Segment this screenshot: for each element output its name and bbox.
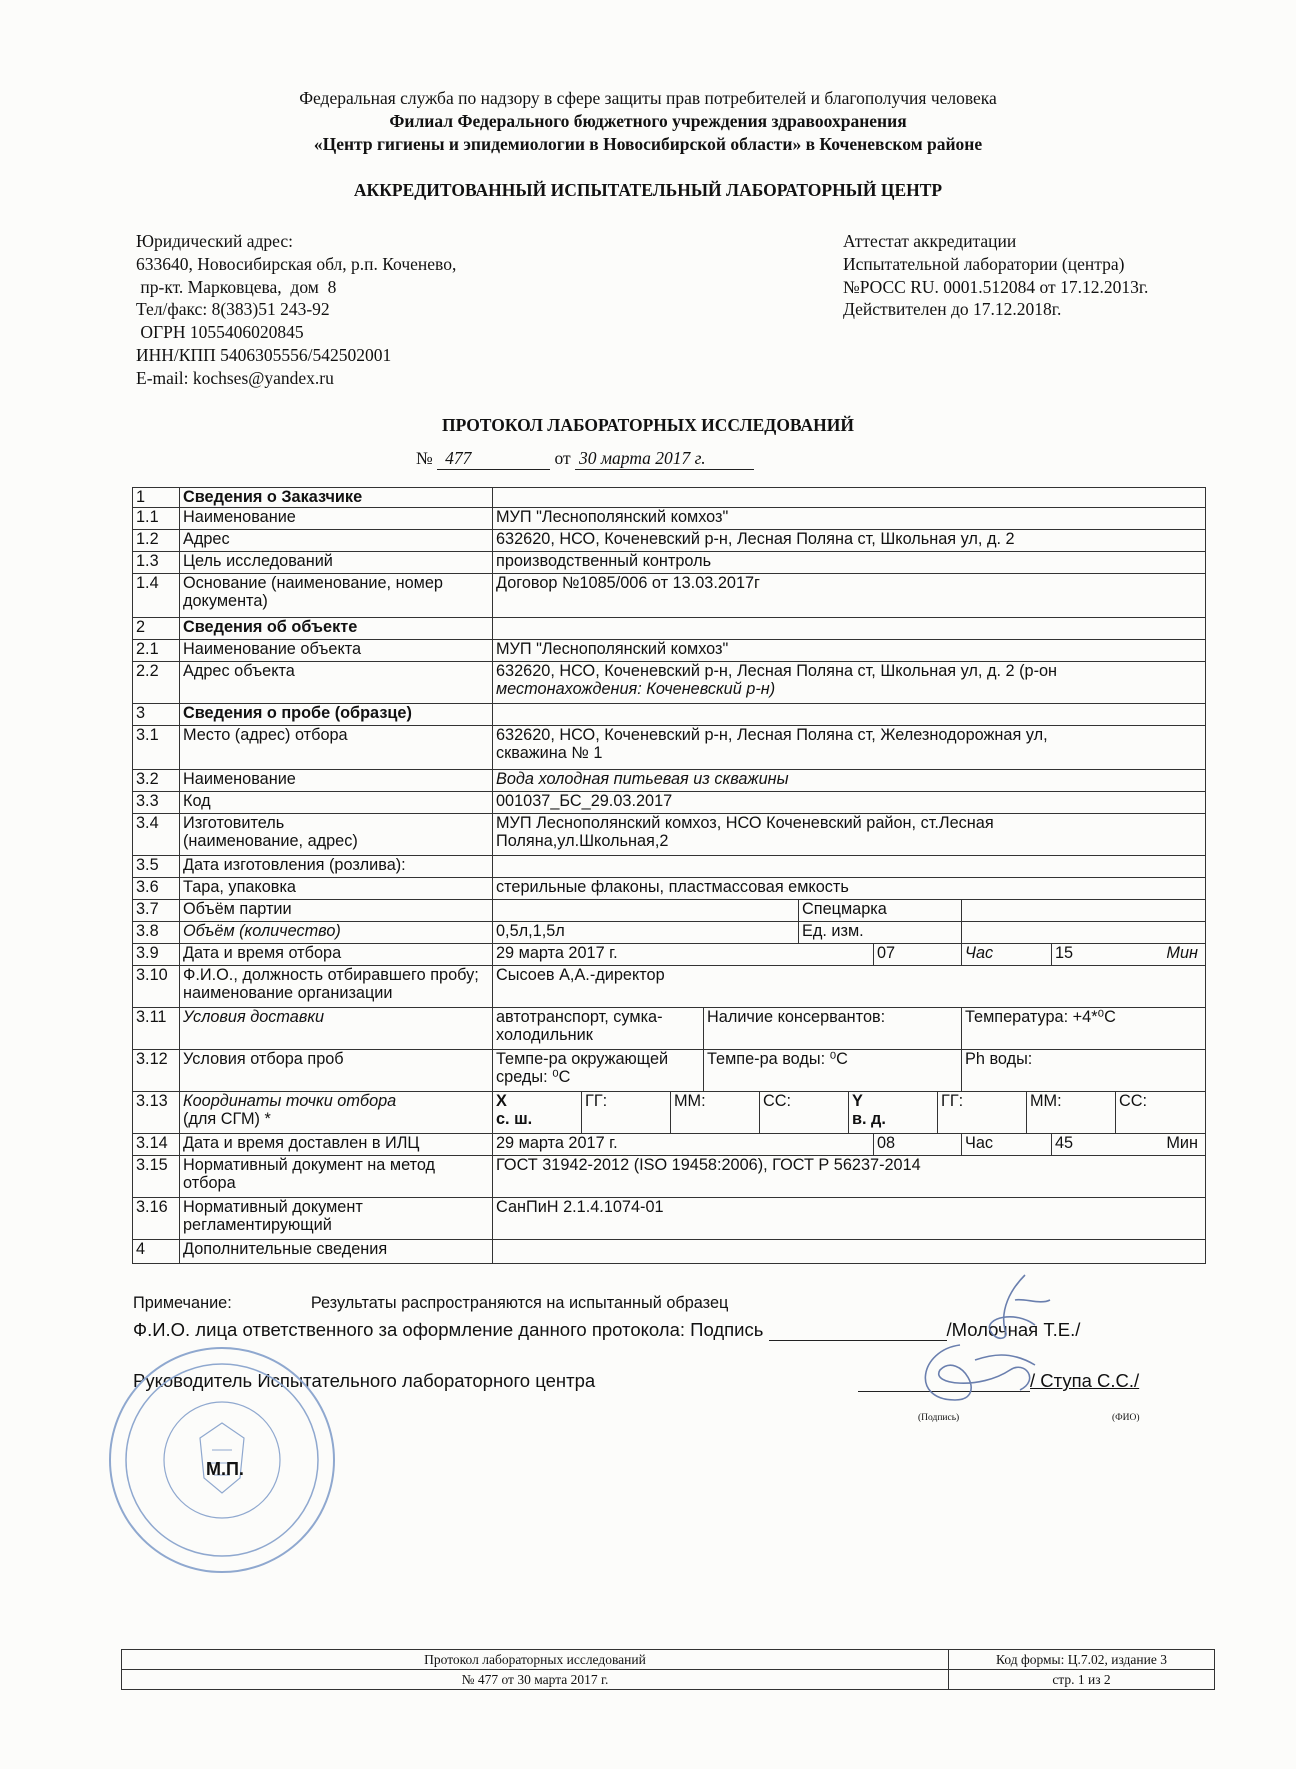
responsible-text: Ф.И.О. лица ответственного за оформление данного протокола: Подпись	[133, 1319, 764, 1340]
row-label	[180, 1092, 493, 1134]
row-number: 4	[133, 1240, 180, 1264]
row-label: Наименование объекта	[180, 640, 493, 662]
protocol-no-value: 477	[437, 448, 550, 470]
table-row	[133, 574, 1206, 618]
address-line: ОГРН 1055406020845	[136, 322, 304, 343]
address-line: 633640, Новосибирская обл, р.п. Коченево,	[136, 253, 457, 274]
row-value	[493, 814, 1206, 856]
row-value: 001037_БС_29.03.2017	[493, 792, 1206, 814]
row-number: 3.3	[133, 792, 180, 814]
row-label: Тара, упаковка	[180, 878, 493, 900]
footer-table	[121, 1649, 1215, 1690]
row-label: Объём (количество)	[180, 922, 493, 944]
empty-cell	[962, 900, 1206, 922]
value-line: местонахождения: Коченевский р-н)	[496, 680, 776, 698]
row-number: 3.8	[133, 922, 180, 944]
row-label: Адрес	[180, 530, 493, 552]
row-value: 632620, НСО, Коченевский р-н, Лесная Поляна ст, Школьная ул, д. 2	[493, 530, 1206, 552]
table-row	[133, 770, 1206, 792]
longitude-label: в. д.	[852, 1110, 886, 1128]
row-number: 3.9	[133, 944, 180, 966]
table-row	[133, 640, 1206, 662]
row-label	[180, 814, 493, 856]
row-number: 3.15	[133, 1156, 180, 1198]
delivery-minutes: 45	[1055, 1134, 1074, 1152]
row-number: 3.5	[133, 856, 180, 878]
address-line: E-mail: kochses@yandex.ru	[136, 367, 334, 388]
protocol-date-value: 30 марта 2017 г.	[575, 448, 754, 470]
footer-row	[122, 1670, 1215, 1690]
empty-cell	[493, 900, 799, 922]
row-number: 3.11	[133, 1008, 180, 1050]
protocol-title: ПРОТОКОЛ ЛАБОРАТОРНЫХ ИССЛЕДОВАНИЙ	[442, 415, 854, 435]
row-number: 3.12	[133, 1050, 180, 1092]
table-row	[133, 488, 1206, 508]
note-line	[133, 1294, 728, 1313]
y-seconds: СС:	[1119, 1092, 1148, 1110]
minutes-label: Мин	[1166, 1134, 1198, 1152]
accreditation-line: №РОСС RU. 0001.512084 от 17.12.2013г.	[843, 276, 1149, 297]
legal-address-block	[136, 230, 456, 390]
delivery-transport: автотранспорт, сумка-холодильник	[493, 1008, 704, 1050]
row-label: Дата изготовления (розлива):	[180, 856, 493, 878]
address-line: Юридический адрес:	[136, 231, 294, 251]
y-cell	[849, 1092, 938, 1133]
address-line: ИНН/КПП 5406305556/542502001	[136, 344, 392, 365]
row-number: 1	[133, 488, 180, 508]
row-label: Цель исследований	[180, 552, 493, 574]
row-number: 2.1	[133, 640, 180, 662]
row-number: 3.14	[133, 1134, 180, 1156]
footer-title: Протокол лабораторных исследований	[122, 1650, 949, 1670]
protocol-number-line	[416, 448, 754, 470]
row-label: Условия доставки	[180, 1008, 493, 1050]
branch-line: Филиал Федерального бюджетного учреждения здравоохранения	[389, 111, 907, 131]
row-label: Код	[180, 792, 493, 814]
row-label: Наименование	[180, 508, 493, 530]
table-row	[133, 878, 1206, 900]
protocol-no-label: №	[416, 448, 433, 468]
accreditation-line: Действителен до 17.12.2018г.	[843, 299, 1062, 320]
row-number: 3.2	[133, 770, 180, 792]
row-number: 2.2	[133, 662, 180, 704]
time-cell	[1052, 944, 1206, 966]
mark-label: Спецмарка	[799, 900, 962, 922]
empty-cell	[493, 618, 1206, 640]
time-cell	[1052, 1134, 1206, 1156]
row-number: 1.4	[133, 574, 180, 618]
row-value: Договор №1085/006 от 13.03.2017г	[493, 574, 1206, 618]
hour-label: Час	[962, 1134, 1052, 1156]
label-line: (для СГМ) *	[183, 1110, 271, 1128]
row-value: Сысоев А,А.-директор	[493, 966, 1206, 1008]
row-label: Нормативный документ регламентирующий	[180, 1198, 493, 1240]
table-row	[133, 552, 1206, 574]
table-row	[133, 856, 1206, 878]
label-line: (наименование, адрес)	[183, 832, 358, 850]
x-cell	[493, 1092, 582, 1133]
protocol-date-label: от	[554, 448, 571, 468]
footer-number: № 477 от 30 марта 2017 г.	[122, 1670, 949, 1690]
table-row	[133, 1198, 1206, 1240]
preservatives-label: Наличие консервантов:	[704, 1008, 962, 1050]
label-line: Изготовитель	[183, 814, 285, 832]
y-minutes: ММ:	[1027, 1092, 1116, 1133]
row-value: СанПиН 2.1.4.1074-01	[493, 1198, 1206, 1240]
empty-cell	[493, 1240, 1206, 1264]
lab-title: АККРЕДИТОВАННЫЙ ИСПЫТАТЕЛЬНЫЙ ЛАБОРАТОРНЫЙ ЦЕНТР	[353, 180, 943, 200]
row-value: 0,5л,1,5л	[493, 922, 799, 944]
table-row	[133, 662, 1206, 704]
delivery-temperature: Температура: +4*⁰С	[962, 1008, 1206, 1050]
sampling-date: 29 марта 2017 г.	[493, 944, 874, 966]
accreditation-line: Аттестат аккредитации	[843, 231, 1017, 251]
table-row	[133, 792, 1206, 814]
sampling-minutes: 15	[1055, 944, 1074, 962]
section-label: Сведения о пробе (образце)	[180, 704, 493, 726]
row-number: 1.2	[133, 530, 180, 552]
row-label: Дата и время доставлен в ИЛЦ	[180, 1134, 493, 1156]
row-label: Дополнительные сведения	[180, 1240, 493, 1264]
row-number: 1.1	[133, 508, 180, 530]
latitude-label: с. ш.	[496, 1110, 533, 1128]
value-line: 632620, НСО, Коченевский р-н, Лесная Поляна ст, Школьная ул, д. 2 (р-он	[496, 662, 1058, 680]
row-value: производственный контроль	[493, 552, 1206, 574]
row-label: Место (адрес) отбора	[180, 726, 493, 770]
fio-caption: (ФИО)	[1112, 1413, 1140, 1423]
row-label: Ф.И.О., должность отбиравшего пробу; наименование организации	[180, 966, 493, 1008]
hour-label: Час	[962, 944, 1052, 966]
row-number: 2	[133, 618, 180, 640]
x-minutes: ММ:	[671, 1092, 760, 1133]
row-value	[493, 726, 1206, 770]
water-ph: Ph воды:	[962, 1050, 1206, 1092]
row-number: 3.13	[133, 1092, 180, 1134]
ambient-temperature: Темпе-ра окружающей среды: ⁰С	[493, 1050, 704, 1092]
table-row	[133, 508, 1206, 530]
delivery-date: 29 марта 2017 г.	[493, 1134, 874, 1156]
footer-row	[122, 1650, 1215, 1670]
sampling-hour: 07	[874, 944, 962, 966]
row-label: Основание (наименование, номер документа)	[180, 574, 493, 618]
row-label: Условия отбора проб	[180, 1050, 493, 1092]
coordinates-grid	[493, 1092, 1205, 1133]
table-row	[133, 726, 1206, 770]
row-number: 3.16	[133, 1198, 180, 1240]
y-label: Y	[852, 1092, 863, 1110]
table-row	[133, 1240, 1206, 1264]
footer-form-code: Код формы: Ц.7.02, издание 3	[949, 1650, 1215, 1670]
x-label: Х	[496, 1092, 507, 1110]
empty-cell	[493, 704, 1206, 726]
minutes-label: Мин	[1166, 944, 1198, 962]
row-label: Нормативный документ на метод отбора	[180, 1156, 493, 1198]
row-number: 3.10	[133, 966, 180, 1008]
empty-cell	[493, 856, 1206, 878]
row-label: Дата и время отбора	[180, 944, 493, 966]
head-text: Руководитель Испытательного лабораторного центра	[133, 1370, 596, 1391]
value-line: скважина № 1	[496, 744, 603, 762]
address-line: Тел/факс: 8(383)51 243-92	[136, 299, 330, 320]
water-temperature: Темпе-ра воды: ⁰С	[704, 1050, 962, 1092]
signature-caption: (Подпись)	[918, 1413, 960, 1423]
signature-mark	[900, 1330, 1060, 1420]
row-value: ГОСТ 31942-2012 (ISO 19458:2006), ГОСТ Р 56237-2014	[493, 1156, 1206, 1198]
unit-label: Ед. изм.	[799, 922, 962, 944]
coordinates-cell	[493, 1092, 1206, 1134]
value-line: 632620, НСО, Коченевский р-н, Лесная Поляна ст, Железнодорожная ул,	[496, 726, 1048, 744]
table-row	[133, 1008, 1206, 1050]
table-row	[133, 618, 1206, 640]
row-label: Адрес объекта	[180, 662, 493, 704]
table-row	[133, 966, 1206, 1008]
row-value: Вода холодная питьевая из скважины	[493, 770, 1206, 792]
footer-page: стр. 1 из 2	[949, 1670, 1215, 1690]
table-row	[133, 1092, 1206, 1134]
x-degrees: ГГ:	[582, 1092, 671, 1133]
row-label: Объём партии	[180, 900, 493, 922]
label-line: Координаты точки отбора	[183, 1092, 397, 1110]
note-label: Примечание:	[133, 1294, 232, 1312]
row-number: 3.6	[133, 878, 180, 900]
table-row	[133, 530, 1206, 552]
section-label: Сведения об объекте	[180, 618, 493, 640]
section-label: Сведения о Заказчике	[180, 488, 493, 508]
y-degrees: ГГ:	[938, 1092, 1027, 1133]
accreditation-block	[843, 230, 1148, 321]
row-number: 3.4	[133, 814, 180, 856]
value-line: Поляна,ул.Школьная,2	[496, 832, 669, 850]
table-row	[133, 1050, 1206, 1092]
note-text: Результаты распространяются на испытанный образец	[310, 1294, 729, 1312]
sample-info-table	[132, 487, 1206, 1264]
row-value: МУП "Леснополянский комхоз"	[493, 640, 1206, 662]
empty-cell	[962, 922, 1206, 944]
row-value: стерильные флаконы, пластмассовая емкость	[493, 878, 1206, 900]
row-number: 1.3	[133, 552, 180, 574]
table-row	[133, 704, 1206, 726]
table-row	[133, 944, 1206, 966]
table-row	[133, 1156, 1206, 1198]
row-number: 3.7	[133, 900, 180, 922]
accreditation-line: Испытательной лаборатории (центра)	[843, 253, 1125, 274]
x-seconds: СС:	[760, 1092, 849, 1133]
table-row	[133, 922, 1206, 944]
delivery-hour: 08	[874, 1134, 962, 1156]
table-row	[133, 1134, 1206, 1156]
row-value	[493, 662, 1206, 704]
responsible-name: /Молочная Т.Е./	[946, 1319, 1081, 1340]
row-label: Наименование	[180, 770, 493, 792]
row-value: МУП "Леснополянский комхоз"	[493, 508, 1206, 530]
table-row	[133, 814, 1206, 856]
row-number: 3.1	[133, 726, 180, 770]
table-row	[133, 900, 1206, 922]
center-line: «Центр гигиены и эпидемиологии в Новосибирской области» в Коченевском районе	[313, 134, 983, 154]
agency-line: Федеральная служба по надзору в сфере защиты прав потребителей и благополучия человека	[299, 88, 997, 108]
row-number: 3	[133, 704, 180, 726]
seal-place-label: М.П.	[206, 1459, 244, 1479]
empty-cell	[493, 488, 1206, 508]
value-line: МУП Леснополянский комхоз, НСО Коченевский район, ст.Лесная	[496, 814, 994, 832]
head-name: / Ступа С.С./	[1030, 1370, 1140, 1391]
address-line: пр-кт. Марковцева, дом 8	[136, 276, 337, 297]
